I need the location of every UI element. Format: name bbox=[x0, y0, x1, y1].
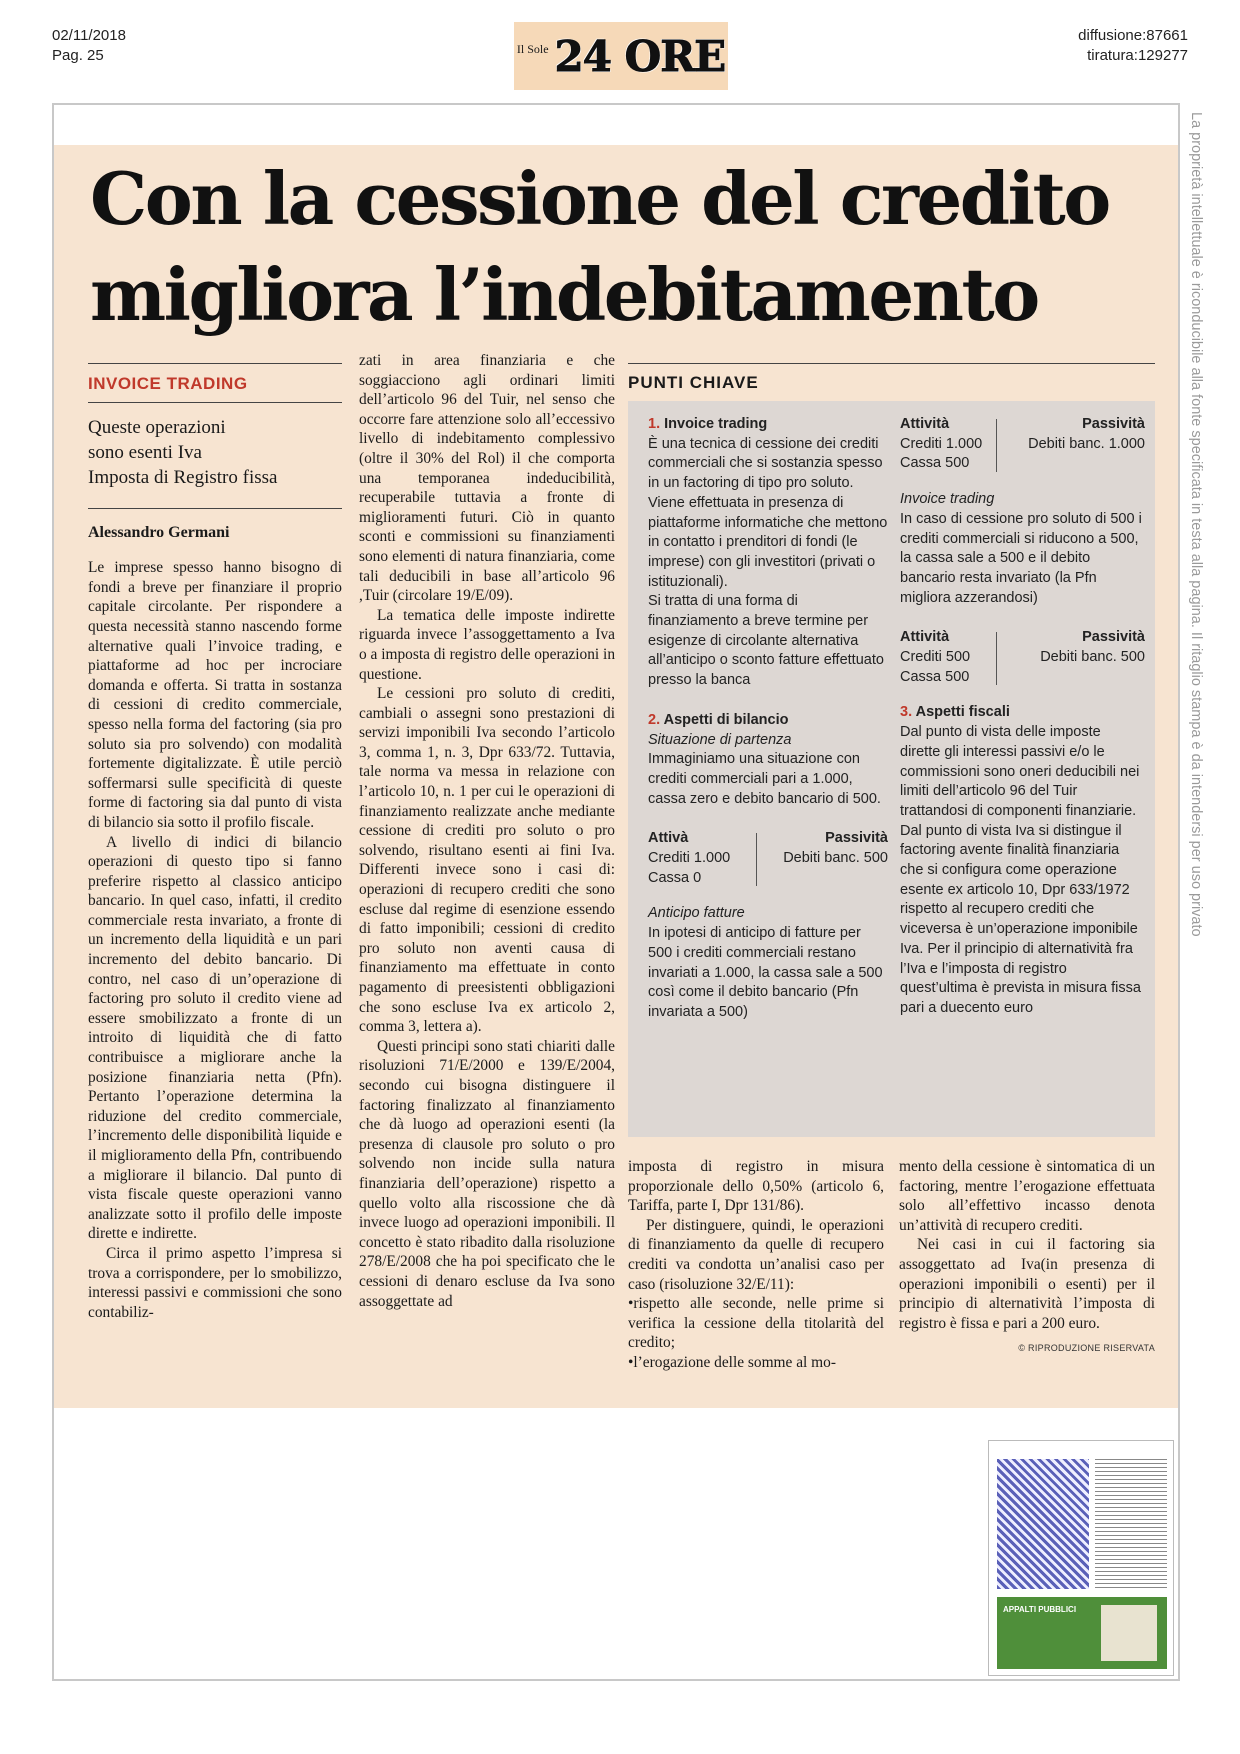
paragraph: imposta di registro in misura proporzionale dello 0,50% (articolo 6, Tariffa, parte I, Dpr 131/86). bbox=[628, 1158, 884, 1215]
paragraph: Circa il primo aspetto l’impresa si trova a corrispondere, per lo smobilizzo, interessi passivi e commissioni che sono contabiliz- bbox=[88, 1244, 342, 1321]
article-column-4 bbox=[899, 1157, 1155, 1359]
section-heading: 2. Aspetti di bilancio bbox=[648, 711, 789, 728]
key-points-left bbox=[648, 415, 888, 1023]
kicker: INVOICE TRADING bbox=[88, 374, 248, 393]
page-thumbnail bbox=[988, 1440, 1174, 1676]
paragraph: mento della cessione è sintomatica di un factoring, mentre l’erogazione effettuata solo all’effettivo incasso denota un’attività di recupero crediti. bbox=[899, 1158, 1155, 1234]
key-points-title: PUNTI CHIAVE bbox=[628, 373, 759, 392]
section-text: Dal punto di vista Iva si distingue il factoring avente finalità finanziaria che si configura come operazione esente ex articolo 10, Dpr 633/1972 rispetto al recupero crediti che viceversa è un’operazione imponibile Iva. Per il principio di alternatività fra l’Iva e l’imposta di registro quest’ultima è prevista in misura fissa pari a duecento euro bbox=[900, 822, 1141, 1016]
paragraph: zati in area finanziaria e che soggiacciono agli ordinari limiti dell’articolo 96 del Tuir, nel senso che occorre fare attenzione solo all’eccessivo livello di indebitamento complessivo (oltre il 30% del Rol) il che comporta una temporanea indeducibilità, recuperabile tuttavia a fronte di miglioramenti futuri. Ciò in quanto sconti e commissioni su finanziamenti sono elementi di natura finanziaria, come tali deducibili in base all’articolo 96 ,Tuir (circolare 19/E/09). bbox=[359, 352, 615, 605]
copyright-side-note: La proprietà intellettuale è riconducibile alla fonte specificata in testa alla pagina. Il ritaglio stampa è da intendersi per uso privato bbox=[1188, 112, 1204, 937]
header-right bbox=[1078, 26, 1188, 66]
section-text: In caso di cessione pro soluto di 500 i crediti commerciali si riducono a 500, la cassa sale a 500 e il debito bancario resta invariato (la Pfn migliora azzerandosi) bbox=[900, 510, 1142, 606]
title-line-2: migliora l’indebitamento bbox=[90, 252, 1038, 337]
copyright-notice: © RIPRODUZIONE RISERVATA bbox=[1018, 1343, 1155, 1354]
thumbnail-text-lines bbox=[1095, 1459, 1167, 1589]
section-heading: 1. Invoice trading bbox=[648, 416, 768, 432]
balance-table-3: Attività Crediti 500 Cassa 500 Passività Debiti banc. 500 bbox=[900, 629, 1145, 685]
paragraph: A livello di indici di bilancio operazioni di questo tipo si fanno preferire rispetto al classico anticipo bancario. In quel caso, infatti, il credito commerciale resta invariato, a fronte di un incremento della liquidità e un pari incremento del debito bancario. Di contro, nel caso di un’operazione di factoring pro soluto il credito viene ad essere smobilizzato a fronte di un introito di liquidità che di fatto contribuisce a migliorare anche la posizione finanziaria netta (Pfn). Pertanto l’operazione determina la riduzione del credito commerciale, l’incremento delle disponibilità liquide e il miglioramento della Pfn, contribuendo a migliorare il bilancio. Dal punto di vista fiscale queste operazioni vanno analizzate sotto il profilo delle imposte dirette e indirette. bbox=[88, 833, 342, 1243]
diffusione: diffusione:87661 bbox=[1078, 27, 1188, 44]
divider bbox=[628, 363, 1155, 364]
section-text: Dal punto di vista delle imposte dirette gli interessi passivi e/o le commissioni sono oneri deducibili nei limiti dell’articolo 96 del Tuir trattandosi di componenti finanziarie. bbox=[900, 724, 1140, 819]
logo-mark: 24 ORE bbox=[554, 31, 726, 81]
thumbnail-pattern bbox=[997, 1459, 1089, 1589]
logo-prefix: Il Sole bbox=[516, 41, 549, 56]
section-heading: 3. Aspetti fiscali bbox=[900, 704, 1010, 721]
section-text: In ipotesi di anticipo di fatture per 500 i crediti commerciali restano invariati a 1.000, la cassa sale a 500 così come il debito bancario (Pfn invariata a 500) bbox=[648, 925, 883, 1020]
issue-date: 02/11/2018 bbox=[52, 27, 126, 44]
article-column-3 bbox=[628, 1157, 884, 1373]
author: Alessandro Germani bbox=[88, 523, 230, 541]
paragraph: Questi principi sono stati chiariti dalle risoluzioni 71/E/2000 e 139/E/2004, secondo cui bisogna distinguere il factoring finalizzato al finanziamento che dà luogo ad operazioni esenti (la presenza di clausole pro soluto o pro solvendo non incide sulla natura finanziaria dell’operazione) rispetto a quello volto alla riscossione che dà invece luogo ad operazioni imponibili. Il concetto è stato ribadito dalla risoluzione 278/E/2008 che ha poi specificato che le cessioni di denaro escluse da Iva sono assoggettate ad bbox=[359, 1037, 615, 1310]
thumbnail-book-image bbox=[1101, 1605, 1157, 1661]
article-column-2 bbox=[359, 351, 615, 1311]
subheading: Invoice trading bbox=[900, 491, 995, 508]
newspaper-logo bbox=[514, 22, 728, 90]
article bbox=[54, 145, 1178, 1408]
list-item: •rispetto alle seconde, nelle prime si verifica la cessione della titolarità del credito; bbox=[628, 1295, 884, 1352]
subheading: Anticipo fatture bbox=[648, 905, 745, 922]
key-points-right bbox=[900, 415, 1145, 1019]
list-item: •l’erogazione delle somme al mo- bbox=[628, 1353, 836, 1371]
header-left bbox=[52, 26, 126, 66]
balance-table-1: Attivà Crediti 1.000 Cassa 0 Passività Debiti banc. 500 bbox=[648, 830, 888, 886]
paragraph: Le imprese spesso hanno bisogno di fondi a breve per finanziare il proprio capitale circolante. Per rispondere a questa necessità stanno nascendo forme alternative quali l’invoice trading, e piattaforme ad hoc per incrociare domanda e offerta. Si tratta in sostanza di cessioni di credito commerciale, spesso nella forma del factoring (sia pro soluto sia pro solvendo) con modalità fortemente digitalizzate. È utile perciò soffermarsi sulle specificità di queste forme di factoring sia dal punto di vista di bilancio sia sotto il profilo fiscale. bbox=[88, 559, 342, 831]
paragraph: Le cessioni pro soluto di crediti, cambiali o assegni sono prestazioni di servizi imponibili Iva secondo l’articolo 3, comma 1, n. 3, Dpr 633/72. Tuttavia, tale norma va messa in relazione con l’articolo 10, n. 1 per cui le operazioni di finanziamento realizzate anche mediante cessione di crediti pro soluto o pro solvendo, risultano esenti ai fini Iva. Differenti invece sono i casi di: operazioni di recupero crediti che sono escluse dal regime di esenzione essendo di fatto imponibili; cessioni di credito pro soluto non aventi causa di finanziamento ma effettuate in conto pagamento di preesistenti obbligazioni che sono escluse Iva ex articolo 2, comma 3, lettera a). bbox=[359, 685, 615, 1036]
thumbnail-banner: APPALTI PUBBLICI bbox=[997, 1597, 1167, 1669]
key-points-box bbox=[628, 401, 1155, 1137]
title-line-1: Con la cessione del credito bbox=[90, 156, 1109, 241]
article-title bbox=[90, 151, 1150, 343]
paragraph: Nei casi in cui il factoring sia assoggettato ad Iva(in presenza di operazioni imponibili o esenti) per il principio di alternatività l’imposta di registro è fissa e pari a 200 euro. bbox=[899, 1236, 1155, 1332]
page-number: Pag. 25 bbox=[52, 47, 104, 64]
summary: Queste operazioni sono esenti Iva Imposta di Registro fissa bbox=[88, 416, 278, 488]
section-text: Immaginiamo una situazione con crediti commerciali pari a 1.000, cassa zero e debito bancario di 500. bbox=[648, 751, 881, 807]
paragraph: La tematica delle imposte indirette riguarda invece l’assoggettamento a Iva o a imposta di registro delle operazioni in questione. bbox=[359, 606, 616, 683]
section-text: Si tratta di una forma di finanziamento a breve termine per esigenze di circolante alternativa all’anticipo o sconto fatture effettuato presso la banca bbox=[648, 593, 884, 689]
article-column-1 bbox=[88, 363, 342, 1322]
balance-table-2: Attività Crediti 1.000 Cassa 500 Passività Debiti banc. 1.000 bbox=[900, 416, 1145, 472]
paragraph: Per distinguere, quindi, le operazioni di finanziamento da quelle di recupero crediti va condotta un’analisi caso per caso (risoluzione 32/E/11): bbox=[628, 1216, 884, 1293]
tiratura: tiratura:129277 bbox=[1087, 47, 1188, 64]
subheading: Situazione di partenza bbox=[648, 731, 792, 748]
section-text: È una tecnica di cessione dei crediti commerciali che si sostanzia spesso in un factoring di tipo pro soluto. Viene effettuata in presenza di piattaforme informatiche che mettono in contatto i prenditori di fondi (le imprese) con gli investitori (privati o istituzionali). bbox=[648, 435, 888, 590]
